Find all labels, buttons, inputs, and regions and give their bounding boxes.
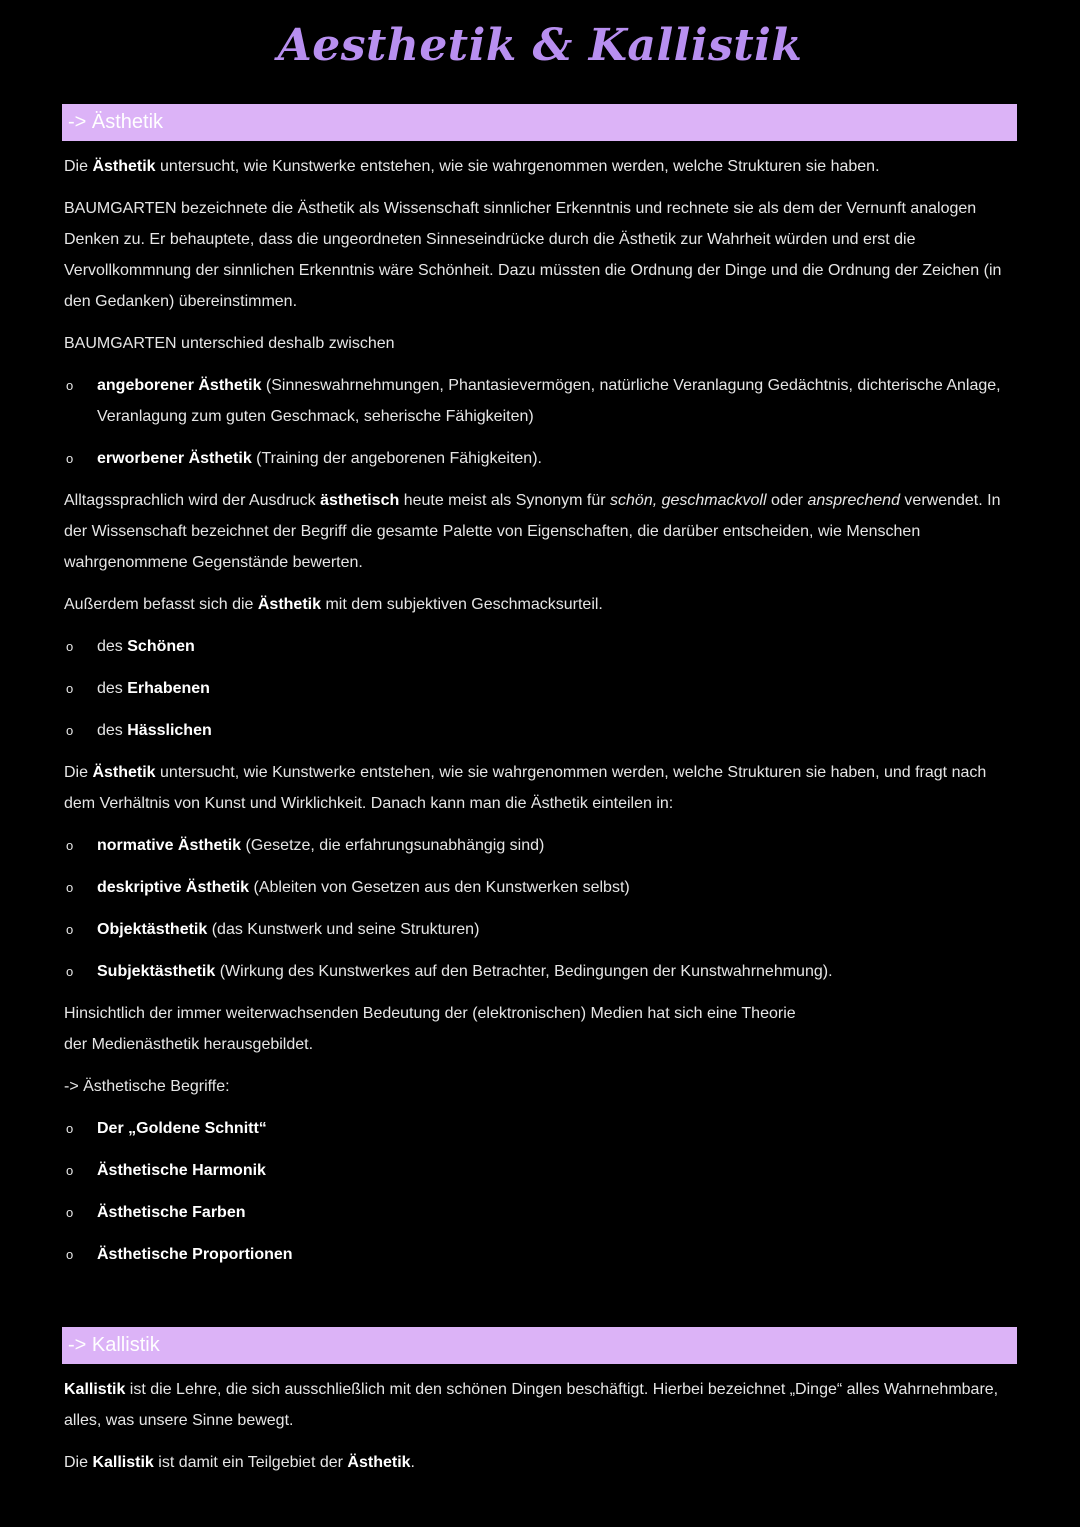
page-title: Aesthetik & Kallistik xyxy=(277,20,803,71)
list-item: o des Schönen xyxy=(64,631,1009,662)
paragraph-einteilung: Die Ästhetik untersucht, wie Kunstwerke entstehen, wie sie wahrgenommen werden, welche Strukturen sie haben, und fragt nach dem Verhältnis von Kunst und Wirklichkeit. Danach kann man die Ästhetik einteilen in: xyxy=(64,764,987,812)
list-begriffe xyxy=(64,1113,1009,1270)
bullet-icon: o xyxy=(66,639,74,654)
list-item: o normative Ästhetik (Gesetze, die erfahrungsunabhängig sind) xyxy=(64,830,1009,861)
list-item: o Ästhetische Harmonik xyxy=(64,1155,1009,1186)
bullet-icon: o xyxy=(66,964,74,979)
bullet-icon: o xyxy=(66,1163,74,1178)
list-item: o Der „Goldene Schnitt“ xyxy=(64,1113,1009,1144)
paragraph-begriffe: -> Ästhetische Begriffe: xyxy=(64,1078,230,1095)
bullet-icon: o xyxy=(66,1121,74,1136)
paragraph-kallistik-teilgebiet: Die Kallistik ist damit ein Teilgebiet der Ästhetik. xyxy=(64,1454,415,1471)
paragraph-distinction: BAUMGARTEN unterschied deshalb zwischen xyxy=(64,335,395,352)
list-item: o erworbener Ästhetik (Training der angeborenen Fähigkeiten). xyxy=(64,443,1009,474)
bullet-icon: o xyxy=(66,378,74,393)
bullet-icon: o xyxy=(66,681,74,696)
bullet-icon: o xyxy=(66,880,74,895)
bullet-icon: o xyxy=(66,1205,74,1220)
bullet-icon: o xyxy=(66,1247,74,1262)
list-baumgarten xyxy=(64,370,1009,474)
bullet-icon: o xyxy=(66,922,74,937)
list-geschmack xyxy=(64,631,1009,746)
bullet-icon: o xyxy=(66,838,74,853)
paragraph-intro: Die Ästhetik untersucht, wie Kunstwerke entstehen, wie sie wahrgenommen werden, welche Strukturen sie haben. xyxy=(64,158,880,175)
list-item: o Ästhetische Proportionen xyxy=(64,1239,1009,1270)
bullet-icon: o xyxy=(66,451,74,466)
paragraph-kallistik-definition: Kallistik ist die Lehre, die sich ausschließlich mit den schönen Dingen beschäftigt. Hierbei bezeichnet „Dinge“ alles Wahrnehmbare, alles, was unsere Sinne bewegt. xyxy=(64,1381,999,1429)
list-item: o Objektästhetik (das Kunstwerk und seine Strukturen) xyxy=(64,914,1009,945)
list-item: o Ästhetische Farben xyxy=(64,1197,1009,1228)
section-heading-kallistik: -> Kallistik xyxy=(62,1327,1017,1364)
section-heading-aesthetik: -> Ästhetik xyxy=(62,104,1017,141)
list-item: o angeborener Ästhetik (Sinneswahrnehmungen, Phantasievermögen, natürliche Veranlagung Gedächtnis, dichterische Anlage, Veranlagung zum guten Geschmack, seherische Fähigkeiten) xyxy=(64,370,1009,432)
list-einteilung xyxy=(64,830,1009,987)
list-item: o Subjektästhetik (Wirkung des Kunstwerkes auf den Betrachter, Bedingungen der Kunstwahrnehmung). xyxy=(64,956,1009,987)
list-item: o des Erhabenen xyxy=(64,673,1009,704)
paragraph-medien: Hinsichtlich der immer weiterwachsenden Bedeutung der (elektronischen) Medien hat sich eine Theorie der Medienästhetik herausgebildet. xyxy=(64,1005,796,1053)
bullet-icon: o xyxy=(66,723,74,738)
section-aesthetik-body xyxy=(64,151,1009,1281)
paragraph-geschmack: Außerdem befasst sich die Ästhetik mit dem subjektiven Geschmacksurteil. xyxy=(64,596,603,613)
paragraph-baumgarten: BAUMGARTEN bezeichnete die Ästhetik als Wissenschaft sinnlicher Erkenntnis und rechnete sie als dem der Vernunft analogen Denken zu. Er behauptete, dass die ungeordneten Sinneseindrücke durch die Ästhetik zur Wahrheit würden und erst die Vervollkommnung der sinnlichen Erkenntnis wäre Schönheit. Dazu müssten die Ordnung der Dinge und die Ordnung der Zeichen (in den Gedanken) übereinstimmen. xyxy=(64,200,1002,310)
section-kallistik-body xyxy=(64,1374,1009,1489)
list-item: o deskriptive Ästhetik (Ableiten von Gesetzen aus den Kunstwerken selbst) xyxy=(64,872,1009,903)
list-item: o des Hässlichen xyxy=(64,715,1009,746)
paragraph-alltag: Alltagssprachlich wird der Ausdruck ästhetisch heute meist als Synonym für schön, geschmackvoll oder ansprechend verwendet. In der Wissenschaft bezeichnet der Begriff die gesamte Palette von Eigenschaften, die darüber entscheiden, wie Menschen wahrgenommene Gegenstände bewerten. xyxy=(64,492,1001,571)
